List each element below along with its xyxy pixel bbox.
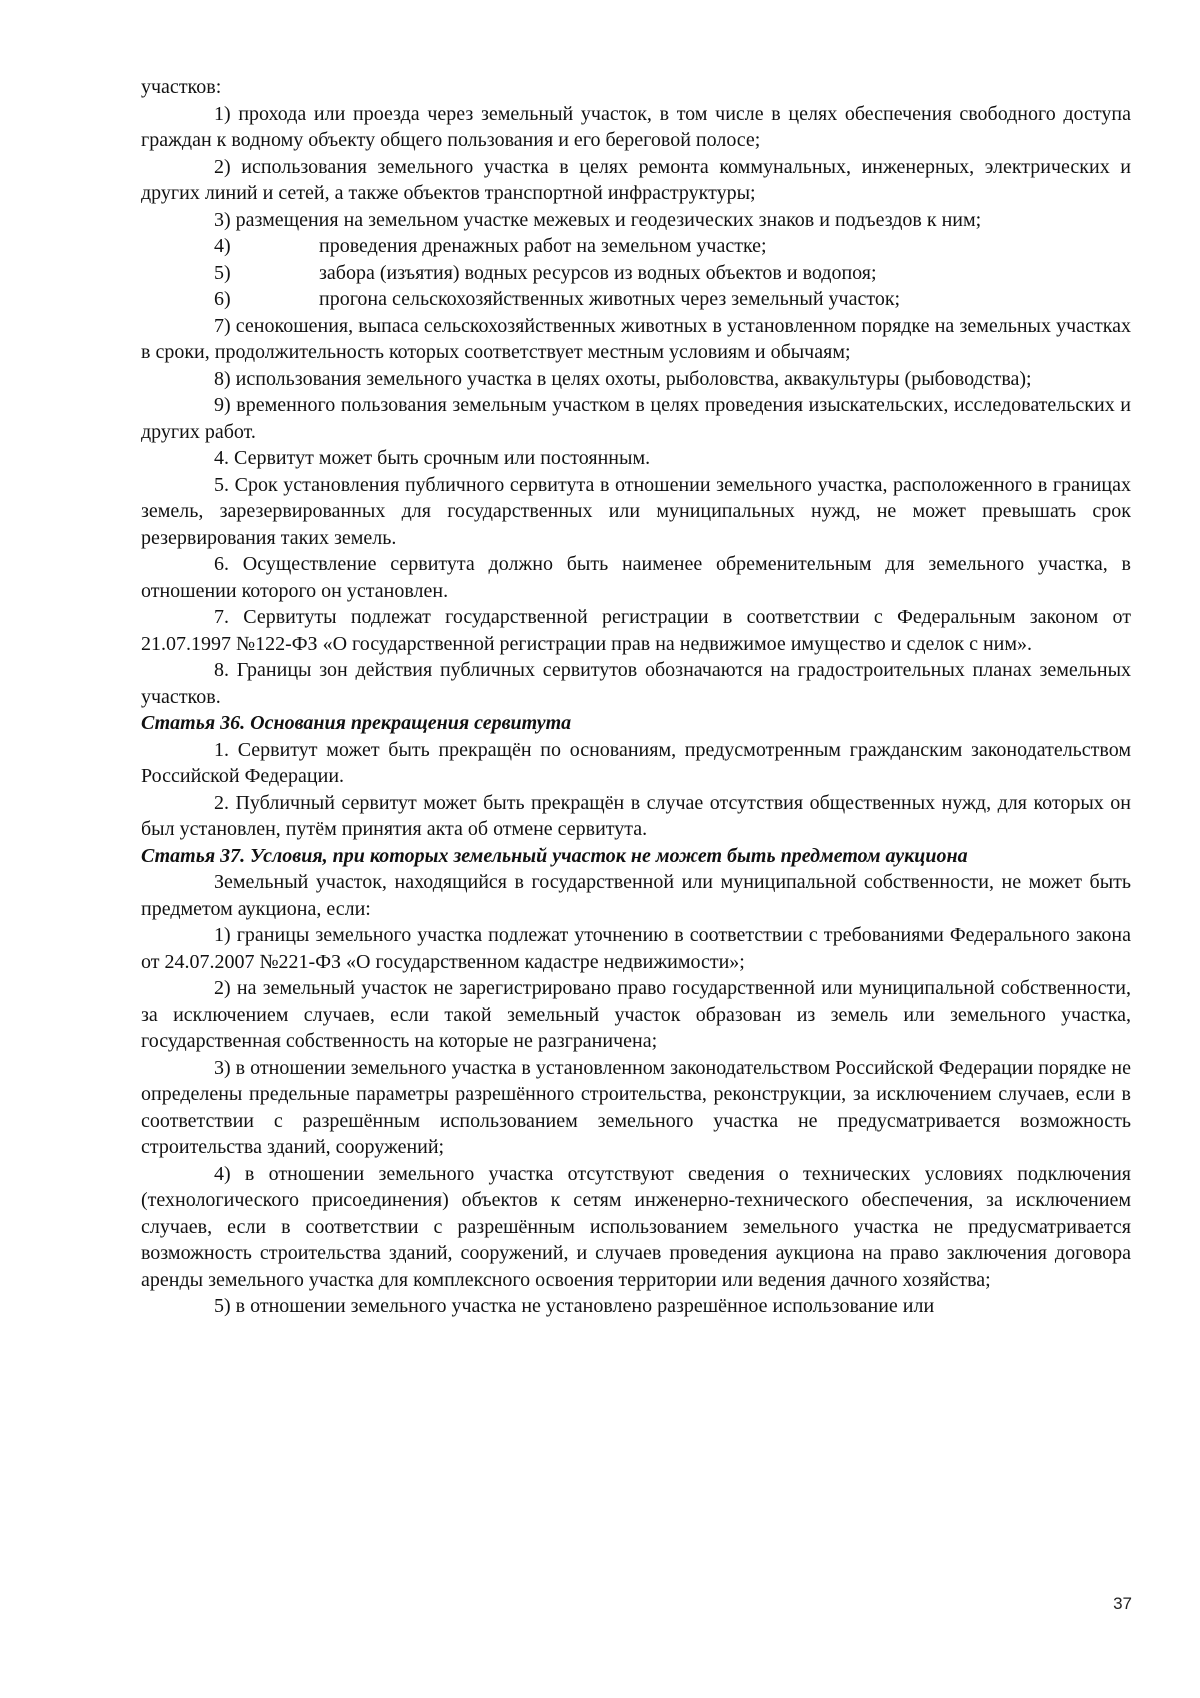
article-37-intro: Земельный участок, находящийся в государственной или муниципальной собственности, не может быть предметом аукциона, если: <box>141 871 1131 920</box>
article-36-heading: Статья 36. Основания прекращения сервитута <box>141 712 572 734</box>
list-item-1: 1) прохода или проезда через земельный участок, в том числе в целях обеспечения свободного доступа граждан к водному объекту общего пользования и его береговой полосе; <box>141 102 1131 151</box>
document-page <box>141 74 1131 1320</box>
clause-8: 8. Границы зон действия публичных сервитутов обозначаются на градостроительных планах земельных участков. <box>141 659 1131 708</box>
list-number: 6) <box>214 288 231 310</box>
clause-6: 6. Осуществление сервитута должно быть наименее обременительным для земельного участка, в отношении которого он установлен. <box>141 553 1131 602</box>
article-36-clause-1: 1. Сервитут может быть прекращён по основаниям, предусмотренным гражданским законодательством Российской Федерации. <box>141 738 1131 787</box>
clause-5: 5. Срок установления публичного сервитута в отношении земельного участка, расположенного в границах земель, зарезервированных для государственных или муниципальных нужд, не может превышать срок резервирования таких земель. <box>141 473 1131 549</box>
paragraph-continuation: участков: <box>141 76 222 98</box>
list-number: 4) <box>214 235 231 257</box>
list-item-3: 3) размещения на земельном участке межевых и геодезических знаков и подъездов к ним; <box>214 208 982 231</box>
list-item-8: 8) использования земельного участка в целях охоты, рыболовства, аквакультуры (рыбоводства); <box>214 367 1032 390</box>
list-item-4 <box>141 233 1131 260</box>
article-36-clause-2: 2. Публичный сервитут может быть прекращён в случае отсутствия общественных нужд, для которых он был установлен, путём принятия акта об отмене сервитута. <box>141 791 1131 840</box>
article-37-item-3: 3) в отношении земельного участка в установленном законодательством Российской Федерации порядке не определены предельные параметры разрешённого строительства, реконструкции, за исключением случаев, если в соответствии с разрешённым использованием земельного участка не предусматривается возможность строительства зданий, сооружений; <box>141 1056 1131 1158</box>
article-37-item-2: 2) на земельный участок не зарегистрировано право государственной или муниципальной собственности, за исключением случаев, если такой земельный участок образован из земель или земельного участка, государственная собственность на которые не разграничена; <box>141 977 1131 1052</box>
article-37-item-5: 5) в отношении земельного участка не установлено разрешённое использование или <box>214 1295 935 1317</box>
page-number: 37 <box>1113 1594 1132 1613</box>
list-item-5 <box>141 260 1131 287</box>
list-number: 5) <box>214 261 231 284</box>
list-text: забора (изъятия) водных ресурсов из водных объектов и водопоя; <box>319 261 877 284</box>
list-text: прогона сельскохозяйственных животных через земельный участок; <box>319 288 901 310</box>
article-37-heading: Статья 37. Условия, при которых земельный участок не может быть предметом аукциона <box>141 844 968 867</box>
list-item-2: 2) использования земельного участка в целях ремонта коммунальных, инженерных, электрических и других линий и сетей, а также объектов транспортной инфраструктуры; <box>141 155 1131 204</box>
article-37-item-4: 4) в отношении земельного участка отсутствуют сведения о технических условиях подключения (технологического присоединения) объектов к сетям инженерно-технического обеспечения, за исключением случаев, если в соответствии с разрешённым использованием земельного участка не предусматривается возможность строительства зданий, сооружений, и случаев проведения аукциона на право заключения договора аренды земельного участка для комплексного освоения территории или ведения дачного хозяйства; <box>141 1162 1131 1291</box>
list-item-6 <box>141 286 1131 313</box>
article-37-item-1: 1) границы земельного участка подлежат уточнению в соответствии с требованиями Федерального закона от 24.07.2007 №221-ФЗ «О государственном кадастре недвижимости»; <box>141 924 1131 973</box>
list-text: проведения дренажных работ на земельном участке; <box>319 235 767 257</box>
list-item-9: 9) временного пользования земельным участком в целях проведения изыскательских, исследовательских и других работ. <box>141 394 1131 443</box>
clause-7: 7. Сервитуты подлежат государственной регистрации в соответствии с Федеральным законом от 21.07.1997 №122-ФЗ «О государственной регистрации прав на недвижимое имущество и сделок с ним». <box>141 606 1131 655</box>
clause-4: 4. Сервитут может быть срочным или постоянным. <box>214 447 651 469</box>
list-item-7: 7) сенокошения, выпаса сельскохозяйственных животных в установленном порядке на земельных участках в сроки, продолжительность которых соответствует местным условиям и обычаям; <box>141 314 1131 363</box>
